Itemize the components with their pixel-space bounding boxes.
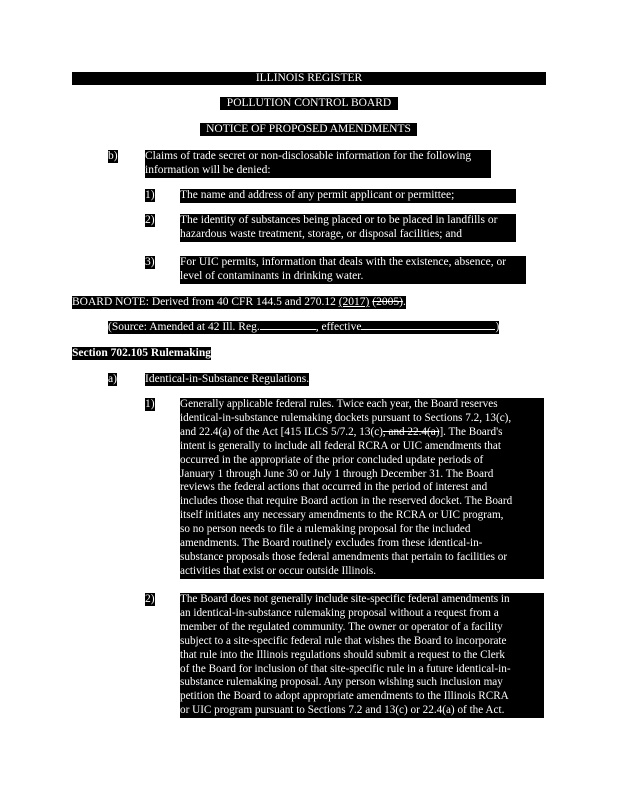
item-number-a1: 1) bbox=[145, 398, 155, 410]
text-line: of the Board for inclusion of that site-specific rule in a future identical-in- bbox=[180, 662, 511, 675]
text-line: January 1 through June 30 or July 1 through December 31. The Board bbox=[180, 467, 494, 480]
item-b1-text bbox=[180, 189, 516, 203]
item-b3-text bbox=[180, 256, 526, 284]
text-line: an identical-in-substance rulemaking proposal without a request from a bbox=[180, 606, 499, 619]
subsection-a-heading: Identical-in-Substance Regulations. bbox=[145, 373, 310, 385]
text-line: hazardous waste treatment, storage, or disposal facilities; and bbox=[180, 227, 462, 240]
subsection-label-b: b) bbox=[108, 150, 118, 162]
text-line: For UIC permits, information that deals with the existence, absence, or bbox=[180, 256, 507, 268]
item-b2-text bbox=[180, 214, 516, 242]
source-prefix: (Source: Amended at 42 Ill. Reg. bbox=[108, 321, 260, 333]
text-line: subject to a site-specific federal rule that wishes the Board to incorporate bbox=[180, 634, 507, 647]
source-note bbox=[108, 321, 499, 334]
text-line: amendments. The Board routinely excludes from these identical-in- bbox=[180, 537, 483, 550]
board-note-deleted-year: (2005) bbox=[372, 296, 403, 308]
item-a2-text bbox=[180, 593, 544, 718]
text-line: itself initiates any necessary amendments to the RCRA or UIC program, bbox=[180, 509, 504, 522]
register-title: ILLINOIS REGISTER bbox=[72, 72, 546, 85]
subsection-label-a: a) bbox=[108, 373, 117, 385]
board-note-text: BOARD NOTE: Derived from 40 CFR 144.5 and 270.12 bbox=[72, 296, 339, 308]
notice-title: NOTICE OF PROPOSED AMENDMENTS bbox=[200, 123, 417, 136]
text-line: Generally applicable federal rules. Twice each year, the Board reserves bbox=[180, 398, 498, 410]
item-number-b2: 2) bbox=[145, 214, 155, 226]
text-segment: and 22.4(a) of the Act [415 ILCS 5/7.2, 13(c) bbox=[180, 425, 383, 438]
item-number-a2: 2) bbox=[145, 593, 155, 605]
text-line: level of contaminants in drinking water. bbox=[180, 269, 364, 282]
text-line: identical-in-substance rulemaking dockets pursuant to Sections 7.2, 13(c), bbox=[180, 411, 512, 424]
text-segment: ]. The Board's bbox=[439, 425, 503, 438]
item-number-b1: 1) bbox=[145, 189, 155, 201]
item-a1-text bbox=[180, 398, 544, 579]
text-line: activities that exist or occur outside Illinois. bbox=[180, 564, 377, 577]
text-line bbox=[180, 426, 544, 440]
source-suffix: ) bbox=[495, 321, 500, 333]
deleted-text: , and 22.4(a) bbox=[382, 425, 440, 438]
section-heading: Section 702.105 Rulemaking bbox=[72, 347, 211, 359]
agency-title: POLLUTION CONTROL BOARD bbox=[220, 97, 398, 110]
source-effective: , effective bbox=[315, 321, 362, 333]
text-line: Claims of trade secret or non-disclosable information for the following bbox=[145, 150, 472, 162]
item-number-b3: 3) bbox=[145, 256, 155, 268]
text-line: reviews the federal actions that occurred in the period of interest and bbox=[180, 481, 488, 494]
text-line: or UIC program pursuant to Sections 7.2 and 13(c) or 22.4(a) of the Act. bbox=[180, 704, 505, 717]
text-line: so no person needs to file a rulemaking proposal for the included bbox=[180, 523, 471, 536]
text-line: The name and address of any permit applicant or permittee; bbox=[180, 189, 455, 201]
text-line: substance rulemaking proposal. Any person wishing such inclusion may bbox=[180, 676, 503, 689]
text-line: information will be denied: bbox=[145, 163, 271, 176]
text-line: member of the regulated community. The owner or operator of a facility bbox=[180, 620, 503, 633]
text-line: occurred in the appropriate of the prior concluded update periods of bbox=[180, 453, 484, 466]
board-note-period: . bbox=[402, 296, 406, 308]
blank-register-page bbox=[260, 329, 316, 330]
board-note-added-year: (2017) bbox=[338, 296, 370, 308]
text-line: intent is generally to include all federal RCRA or UIC amendments that bbox=[180, 439, 501, 452]
board-note bbox=[72, 296, 406, 309]
text-line: The identity of substances being placed or to be placed in landfills or bbox=[180, 214, 498, 226]
text-line: petition the Board to adopt appropriate amendments to the Illinois RCRA bbox=[180, 690, 509, 703]
subsection-b-intro bbox=[145, 150, 491, 178]
text-line: substance proposals those federal amendments that pertain to facilities or bbox=[180, 550, 508, 563]
text-line: includes those that require Board action in the reserved docket. The Board bbox=[180, 495, 513, 508]
blank-effective-date bbox=[361, 329, 495, 330]
text-line: that rule into the Illinois regulations should submit a request to the Clerk bbox=[180, 648, 506, 661]
text-line: The Board does not generally include site-specific federal amendments in bbox=[180, 593, 510, 605]
